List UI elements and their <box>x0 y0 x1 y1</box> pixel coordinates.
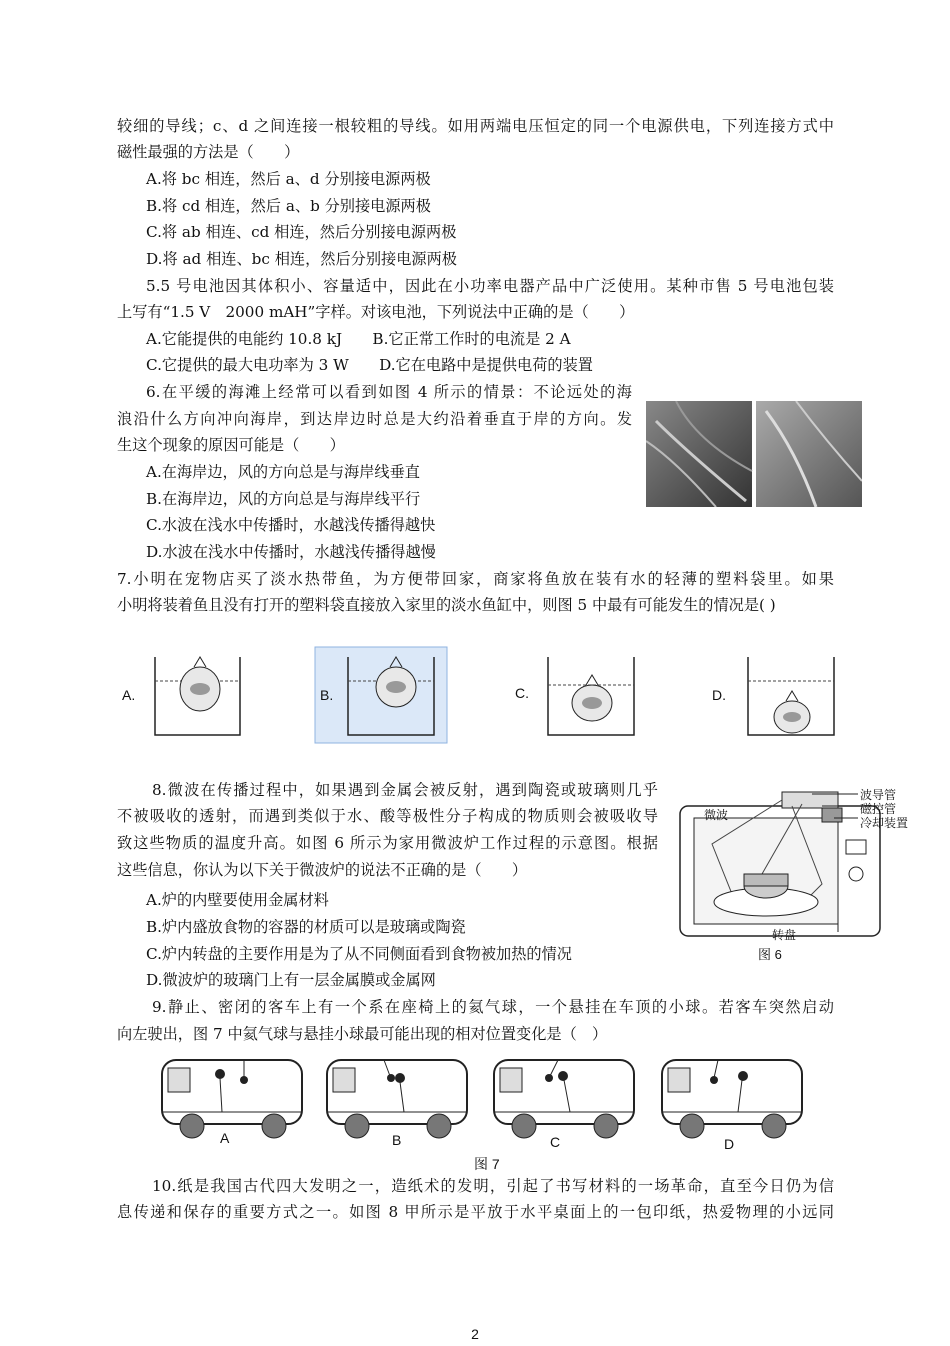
question-5: 5.5 号电池因其体积小、容量适中，因此在小功率电器产品中广泛使用。某种市售 5 号电池包装 <box>146 277 834 295</box>
page-number: 2 <box>471 1326 479 1342</box>
text-line: 息传递和保存的重要方式之一。如图 8 甲所示是平放于水平桌面上的一包印纸，热爱物理的小远同 <box>117 1203 834 1221</box>
figure-7-label-b: B <box>392 1132 402 1148</box>
figure-7-caption: 图 7 <box>474 1156 500 1172</box>
question-9: 9.静止、密闭的客车上有一个系在座椅上的氦气球，一个悬挂在车顶的小球。若客车突然启动 <box>152 998 834 1016</box>
figure-6-label-turntable: 转盘 <box>772 928 797 942</box>
option-b: B.将 cd 相连，然后 a、b 分别接电源两极 <box>146 197 431 215</box>
figure-7-label-d: D <box>724 1136 735 1152</box>
figure-6-caption: 图 6 <box>758 947 782 962</box>
figure-6-microwave <box>672 784 908 964</box>
figure-6-label-microwave: 微波 <box>704 808 729 822</box>
figure-5-label-b: B. <box>320 687 334 703</box>
figure-6-label-cooling: 冷却装置 <box>860 816 909 830</box>
option-d: D.将 ad 相连、bc 相连，然后分别接电源两极 <box>146 250 457 268</box>
figure-7-buses <box>158 1052 838 1172</box>
option-d: D.微波炉的玻璃门上有一层金属膜或金属网 <box>146 971 436 989</box>
text-line: 不被吸收的透射，而遇到类似于水、酸等极性分子构成的物质则会被吸收导 <box>117 807 658 825</box>
text-line: 浪沿什么方向冲向海岸，到达岸边时总是大约沿着垂直于岸的方向。发 <box>117 410 632 428</box>
question-6: 6.在平缓的海滩上经常可以看到如图 4 所示的情景：不论远处的海 <box>146 383 632 401</box>
figure-7-label-a: A <box>220 1130 230 1146</box>
option-cd: C.它提供的最大电功率为 3 W D.它在电路中是提供电荷的装置 <box>146 356 593 374</box>
option-b: B.在海岸边，风的方向总是与海岸线平行 <box>146 490 421 508</box>
text-line: 向左驶出，图 7 中氦气球与悬挂小球最可能出现的相对位置变化是（ ） <box>117 1025 608 1043</box>
text-line: 致这些物质的温度升高。如图 6 所示为家用微波炉工作过程的示意图。根据 <box>117 834 658 852</box>
figure-6-label-waveguide: 波导管 <box>860 788 897 802</box>
option-c: C.炉内转盘的主要作用是为了从不同侧面看到食物被加热的情况 <box>146 945 572 963</box>
figure-7-label-c: C <box>550 1134 561 1150</box>
text-line: 这些信息，你认为以下关于微波炉的说法不正确的是（ ） <box>117 861 528 879</box>
text-line: 生这个现象的原因可能是（ ） <box>117 436 345 454</box>
option-ab: A.它能提供的电能约 10.8 kJ B.它正常工作时的电流是 2 A <box>146 330 571 348</box>
question-8: 8.微波在传播过程中，如果遇到金属会被反射，遇到陶瓷或玻璃则几乎 <box>152 781 658 799</box>
option-c: C.水波在浅水中传播时，水越浅传播得越快 <box>146 516 436 534</box>
text-line: 小明将装着鱼且没有打开的塑料袋直接放入家里的淡水鱼缸中，则图 5 中最有可能发生的情况是( ) <box>117 596 776 614</box>
option-a: A.在海岸边，风的方向总是与海岸线垂直 <box>146 463 420 481</box>
text-line: 磁性最强的方法是（ ） <box>117 143 300 161</box>
figure-4-photos <box>646 401 862 507</box>
figure-5-label-c: C. <box>515 685 529 701</box>
text-line: 较细的导线；c、d 之间连接一根较粗的导线。如用两端电压恒定的同一个电源供电，下列连接方式中 <box>117 117 834 135</box>
figure-5 <box>120 645 840 745</box>
option-a: A.将 bc 相连，然后 a、d 分别接电源两极 <box>146 170 431 188</box>
option-c: C.将 ab 相连、cd 相连，然后分别接电源两极 <box>146 223 457 241</box>
figure-5-label-a: A. <box>122 687 136 703</box>
question-10: 10.纸是我国古代四大发明之一，造纸术的发明，引起了书写材料的一场革命，直至今日仍为信 <box>152 1177 834 1195</box>
figure-6-label-magnetron: 磁控管 <box>860 802 897 816</box>
option-b: B.炉内盛放食物的容器的材质可以是玻璃或陶瓷 <box>146 918 466 936</box>
text-line: 上写有“1.5 V 2000 mAH”字样。对该电池，下列说法中正确的是（ ） <box>117 303 635 321</box>
option-d: D.水波在浅水中传播时，水越浅传播得越慢 <box>146 543 436 561</box>
figure-5-label-d: D. <box>712 687 726 703</box>
option-a: A.炉的内壁要使用金属材料 <box>146 891 329 909</box>
question-7: 7.小明在宠物店买了淡水热带鱼，为方便带回家，商家将鱼放在装有水的轻薄的塑料袋里。如果 <box>117 570 834 588</box>
